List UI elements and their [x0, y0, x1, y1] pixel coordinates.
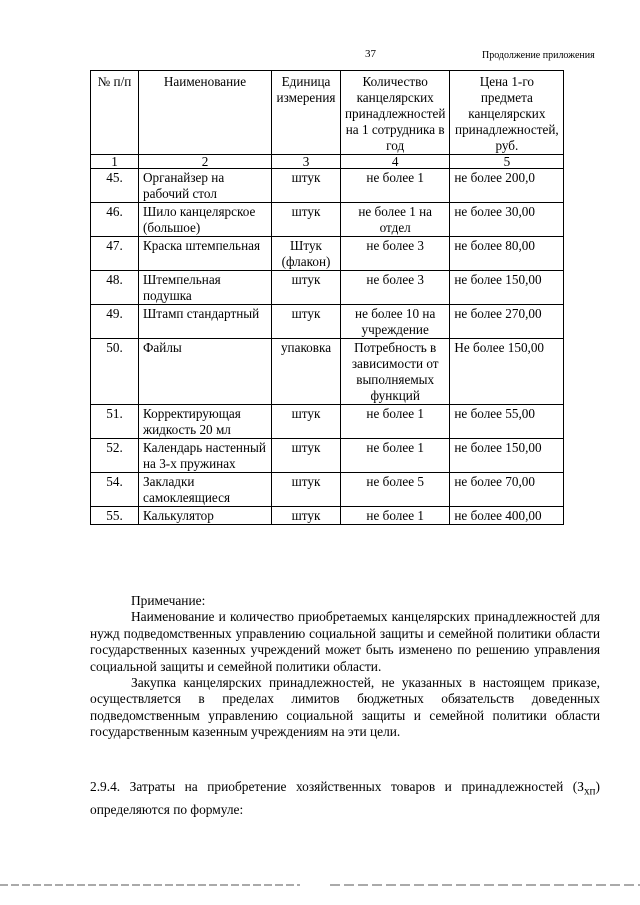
note-paragraph: Наименование и количество приобретаемых канцелярских принадлежностей для нужд подведомственных управлению социальной защиты и семейной политики области государственных казенных учреждений может быть изменено по решению управления социальной защиты и семейной политики области.	[90, 609, 600, 674]
item-price: не более 150,00	[450, 439, 564, 473]
row-number: 46.	[91, 203, 139, 237]
item-quantity: не более 1	[341, 507, 450, 525]
item-quantity: не более 5	[341, 473, 450, 507]
table-row	[91, 169, 564, 203]
item-price: не более 270,00	[450, 305, 564, 339]
stationery-table	[90, 70, 564, 525]
row-number: 51.	[91, 405, 139, 439]
item-name: Календарь настенный на 3-х пружинах	[139, 439, 272, 473]
item-unit: штук	[272, 305, 341, 339]
section-text: 2.9.4. Затраты на приобретение хозяйственных товаров и принадлежностей (З	[90, 779, 584, 794]
column-index: 2	[139, 155, 272, 169]
row-number: 54.	[91, 473, 139, 507]
item-name: Файлы	[139, 339, 272, 405]
continuation-label: Продолжение приложения	[482, 50, 595, 61]
item-unit: Штук (флакон)	[272, 237, 341, 271]
row-number: 52.	[91, 439, 139, 473]
item-unit: упаковка	[272, 339, 341, 405]
item-name: Штамп стандартный	[139, 305, 272, 339]
item-price: не более 200,0	[450, 169, 564, 203]
item-quantity: не более 3	[341, 237, 450, 271]
row-number: 47.	[91, 237, 139, 271]
item-unit: штук	[272, 405, 341, 439]
item-name: Органайзер на рабочий стол	[139, 169, 272, 203]
footer-dashed-line	[0, 880, 640, 890]
section-text-end: ) определяются по формуле:	[90, 779, 600, 817]
column-header-number: № п/п	[91, 71, 139, 155]
item-price: не более 400,00	[450, 507, 564, 525]
table-row	[91, 237, 564, 271]
item-quantity: не более 1	[341, 439, 450, 473]
column-header-unit: Единица измерения	[272, 71, 341, 155]
note-title: Примечание:	[131, 593, 206, 608]
page-number: 37	[365, 48, 376, 60]
item-unit: штук	[272, 203, 341, 237]
column-index: 5	[450, 155, 564, 169]
row-number: 48.	[91, 271, 139, 305]
item-name: Корректирующая жидкость 20 мл	[139, 405, 272, 439]
table-header-row	[91, 71, 564, 155]
section-paragraph	[90, 778, 600, 818]
item-unit: штук	[272, 169, 341, 203]
table-row	[91, 439, 564, 473]
row-number: 49.	[91, 305, 139, 339]
item-name: Калькулятор	[139, 507, 272, 525]
table-row	[91, 339, 564, 405]
item-name: Краска штемпельная	[139, 237, 272, 271]
note-paragraph: Закупка канцелярских принадлежностей, не указанных в настоящем приказе, осуществляется в пределах лимитов бюджетных обязательств доведенных подведомственным управлению социальной защиты и семейной политики области государственным казенным учреждениям на эти цели.	[90, 675, 600, 740]
item-quantity: Потребность в зависимости от выполняемых функций	[341, 339, 450, 405]
cost-subscript: хп	[583, 785, 596, 798]
column-index-row	[91, 155, 564, 169]
item-price: не более 55,00	[450, 405, 564, 439]
row-number: 55.	[91, 507, 139, 525]
item-price: не более 80,00	[450, 237, 564, 271]
table-row	[91, 203, 564, 237]
item-price: не более 70,00	[450, 473, 564, 507]
item-price: Не более 150,00	[450, 339, 564, 405]
item-quantity: не более 10 на учреждение	[341, 305, 450, 339]
row-number: 45.	[91, 169, 139, 203]
item-quantity: не более 1	[341, 169, 450, 203]
item-name: Шило канцелярское (большое)	[139, 203, 272, 237]
column-index: 3	[272, 155, 341, 169]
column-header-name: Наименование	[139, 71, 272, 155]
row-number: 50.	[91, 339, 139, 405]
item-quantity: не более 1 на отдел	[341, 203, 450, 237]
item-name: Штемпельная подушка	[139, 271, 272, 305]
table-row	[91, 405, 564, 439]
item-unit: штук	[272, 439, 341, 473]
item-unit: штук	[272, 271, 341, 305]
item-unit: штук	[272, 507, 341, 525]
table-row	[91, 473, 564, 507]
column-header-quantity: Количество канцелярских принадлежностей на 1 сотрудника в год	[341, 71, 450, 155]
item-name: Закладки самоклеящиеся	[139, 473, 272, 507]
item-quantity: не более 3	[341, 271, 450, 305]
item-price: не более 150,00	[450, 271, 564, 305]
table-row	[91, 507, 564, 525]
column-index: 1	[91, 155, 139, 169]
item-quantity: не более 1	[341, 405, 450, 439]
column-header-price: Цена 1-го предмета канцелярских принадлежностей, руб.	[450, 71, 564, 155]
item-price: не более 30,00	[450, 203, 564, 237]
table-row	[91, 305, 564, 339]
note-block	[90, 593, 600, 741]
item-unit: штук	[272, 473, 341, 507]
column-index: 4	[341, 155, 450, 169]
table-row	[91, 271, 564, 305]
